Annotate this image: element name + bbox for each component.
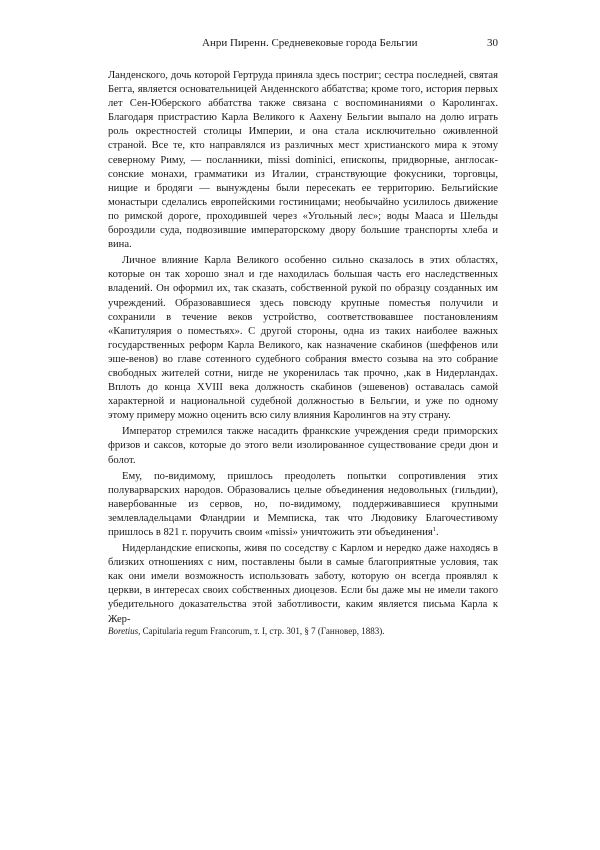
- running-header: [108, 37, 498, 50]
- paragraph-5: Нидерландские епископы, живя по соседству с Карлом и нередко даже находясь в близких отношениях с ним, поставлены были в самые благоприятные условия, так как они имели возможность использовать заботу, которую он всегда проявлял к церкви, в интересах своих собственных диоцезов. Если бы даже мы не имели такого убедительного доказательства этой заботливости, каким является письма Карла к Жер-: [108, 543, 498, 625]
- footnote-reference[interactable]: 1: [432, 526, 436, 533]
- footnote: [108, 625, 498, 637]
- paragraph-1: Ланденского, дочь которой Гертруда приняла здесь постриг; сестра последней, святая Бегга, является основательницей Анденнского аббатства; кроме того, история первых лет Сен-Юберского аббатства также связана с воспоминаниями о Каролингах. Благодаря пристрастию Карла Великого к Аахену Бельгии выпало на долю играть роль окрестностей столицы Империи, и она стала исключительно оживленной страной. Все те, кто направлялся из различных мест христианского мира к этому северному Риму, — посланники, missi dominici, епископы, придворные, англосаксонские монахи, грамматики из Италии, странствующие фокусники, торговцы, нищие и бродяги — вынуждены были пересекать ее территорию. Бельгийские монастыри сделались европейскими гостиницами; необычайно усилилось движение по римской дороге, проходившей через «Угольный лес»; воды Мааса и Шельды бороздили суда, подвозившие императорскому двору большие транспорты хлеба и вина.: [108, 70, 498, 251]
- footnote-author: Boretius,: [108, 626, 141, 636]
- paragraph-4: [108, 470, 498, 540]
- page-number: 30: [487, 37, 498, 49]
- paragraph-4-end: .: [435, 527, 439, 538]
- header-title: Анри Пиренн. Средневековые города Бельгии: [202, 37, 418, 49]
- body-text: [108, 69, 498, 627]
- paragraph-2: Личное влияние Карла Великого особенно сильно сказалось в этих областях, которые он так хорошо знал и где находилась большая часть его наследственных владений. Он оформил их, так сказать, собственной рукой по образцу созданных им учреждений. Образовавшиеся здесь повсюду крупные поместья получили и сохранили в течение веков устройство, соответствовавшее постановлениям «Капитулярия о поместьях». С другой стороны, одна из таких наиболее важных государственных реформ Карла Великого, как назначение скабинов (шеффенов или эше-венов) во главе сотенного судебного собрания вместо созыва на это собрание свободных жителей сотни, нигде не укоренилась так прочно, ,как в Нидерландах. Вплоть до конца XVIII века должность скабинов (эшевенов) оставалась самой характерной и национальной судебной должностью в Бельгии, и уже по одному этому примеру можно оценить всю силу влияния Каролингов на эту страну.: [108, 255, 498, 422]
- paragraph-4-text: Ему, по-видимому, пришлось преодолеть попытки сопротивления этих полуварварских народов. Образовались целые объединения недовольных (гильдии), навербованные из сервов, но, по-видимому, поддерживавшиеся крупными землевладельцами Фландрии и Мемписка, так что Людовику Благочестивому пришлось в 821 г. поручить своим «missi» уничтожить эти объединения: [108, 470, 498, 538]
- paragraph-3: Император стремился также насадить франкские учреждения среди приморских фризов и саксов, которые до этого вели изолированное существование среди дюн и болот.: [108, 426, 498, 466]
- footnote-text: Capitularia regum Francorum, т. I, стр. 301, § 7 (Ганновер, 1883).: [142, 626, 385, 636]
